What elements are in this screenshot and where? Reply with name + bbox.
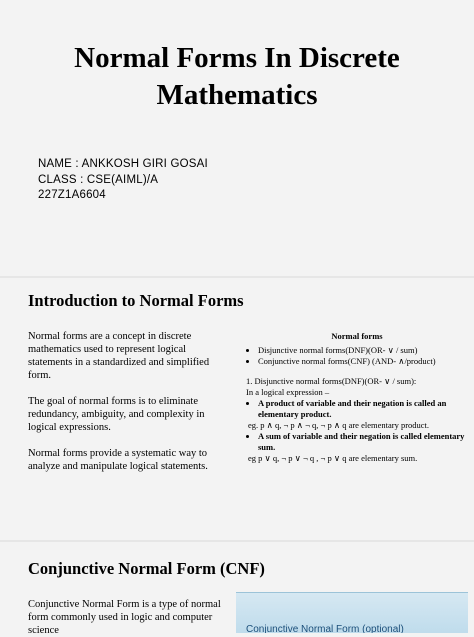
deck-title-text: Normal Forms In Discrete Mathematics [74, 42, 400, 111]
figure-example: eg p ∨ q, ¬ p ∨ ¬ q , ¬ p ∨ q are elementary sum. [248, 453, 418, 463]
author-roll: 227Z1A6604 [38, 189, 106, 201]
cnf-image [236, 592, 468, 633]
author-block [38, 157, 208, 204]
cnf-slide [0, 542, 474, 636]
figure-points [246, 431, 468, 453]
figure-numbered: 1. Disjunctive normal forms(DNF)(OR- ∨ / sum): [246, 376, 417, 386]
intro-heading: Introduction to Normal Forms [28, 291, 244, 310]
figure-intro: In a logical expression – [246, 387, 330, 397]
figure-bullets [246, 345, 468, 367]
figure-example: eg. p ∧ q, ¬ p ∧ ¬ q, ¬ p ∧ q are elementary product. [248, 420, 430, 430]
cnf-paragraph: Conjunctive Normal Form is a type of normal form commonly used in logic and computer science [28, 599, 221, 636]
figure-bullet: • Disjunctive normal forms(DNF)(OR- ∨ / sum) [258, 345, 468, 356]
intro-paragraph: The goal of normal forms is to eliminate redundancy, ambiguity, and complexity in logical expressions. [28, 396, 205, 433]
figure-point: • A product of variable and their negation is called an elementary product. [258, 398, 468, 420]
cnf-image-caption: Conjunctive Normal Form (optional) [246, 624, 404, 633]
author-name: NAME : ANKKOSH GIRI GOSAI [38, 158, 208, 170]
cnf-heading: Conjunctive Normal Form (CNF) [28, 559, 265, 578]
normal-forms-figure [246, 331, 468, 464]
title-slide [0, 0, 474, 276]
intro-slide [0, 278, 474, 540]
intro-body [28, 330, 228, 486]
intro-paragraph: Normal forms are a concept in discrete mathematics used to represent logical statements in a standardized and simplified form. [28, 331, 210, 381]
author-class: CLASS : CSE(AIML)/A [38, 173, 159, 186]
intro-paragraph: Normal forms provide a systematic way to analyze and manipulate logical statements. [28, 448, 208, 472]
figure-title: Normal forms [331, 331, 383, 341]
deck-title [0, 40, 474, 114]
figure-points [246, 398, 468, 420]
figure-point: • A sum of variable and their negation is called elementary sum. [258, 431, 468, 453]
figure-bullet: • Conjunctive normal forms(CNF) (AND- ∧/product) [258, 356, 468, 367]
